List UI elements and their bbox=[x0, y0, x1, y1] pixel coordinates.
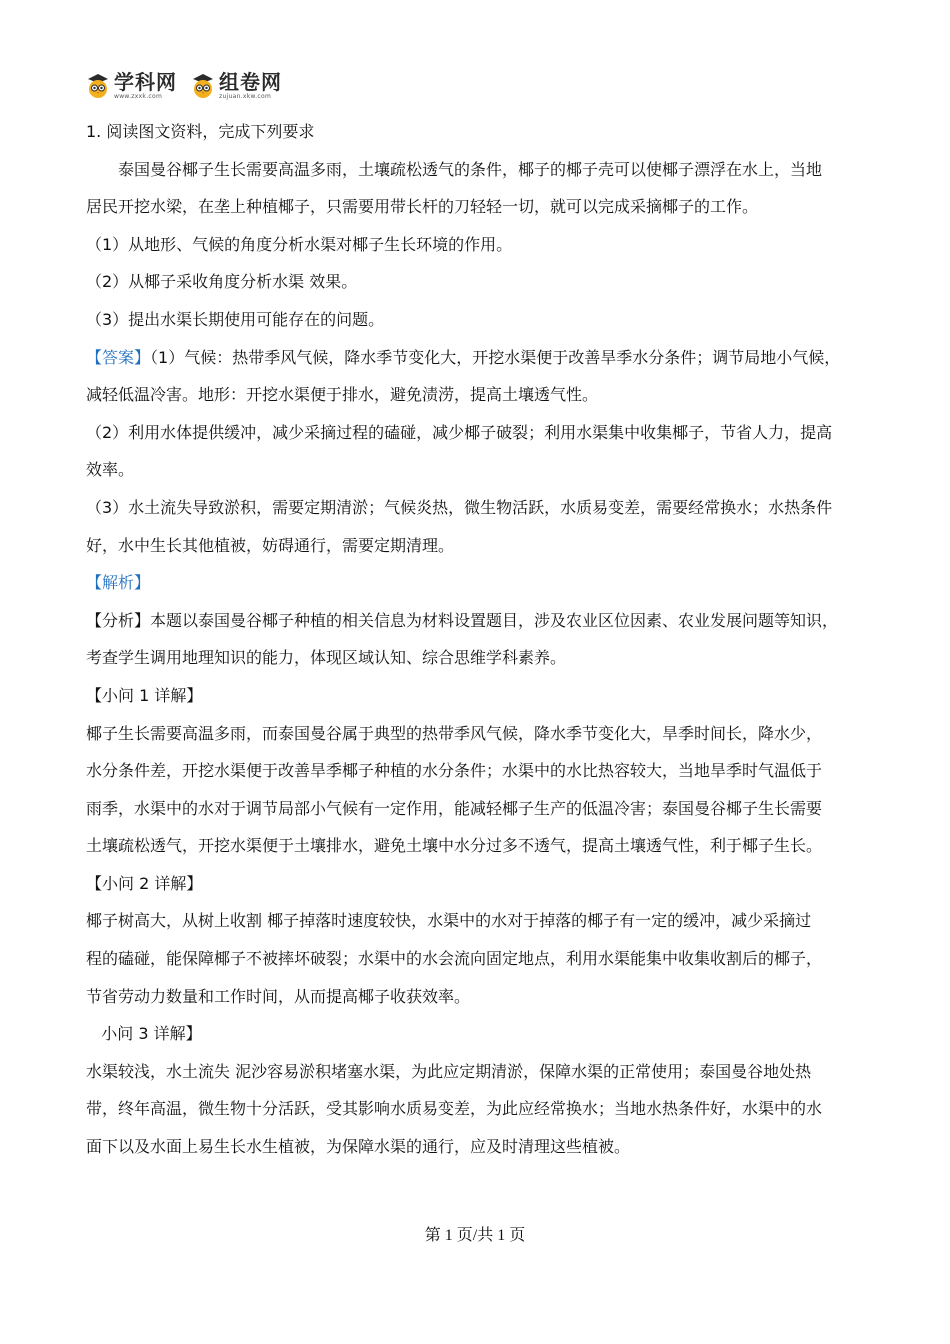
answer-3-line: 好，水中生长其他植被，妨碍通行，需要定期清理。 bbox=[86, 535, 455, 555]
subquestion-2-heading: 【小问 2 详解】 bbox=[86, 873, 203, 893]
material-line: 泰国曼谷椰子生长需要高温多雨，土壤疏松透气的条件，椰子的椰子壳可以使椰子漂浮在水上，当地 bbox=[118, 159, 823, 179]
analysis-tag: 【解析】 bbox=[86, 573, 151, 593]
logo1-url: www.zxxk.com bbox=[114, 93, 163, 100]
question-3: （3）提出水渠长期使用可能存在的问题。 bbox=[86, 309, 385, 329]
subquestion-3-line: 水渠较浅，水土流失 泥沙容易淤积堵塞水渠，为此应定期清淤，保障水渠的正常使用；泰国曼谷地处热 bbox=[86, 1061, 812, 1081]
logo-zujuanwang bbox=[191, 72, 282, 100]
owl-logo-icon bbox=[191, 73, 215, 99]
subquestion-1-line: 水分条件差，开挖水渠便于改善旱季椰子种植的水分条件；水渠中的水比热容较大，当地旱季时气温低于 bbox=[86, 761, 823, 781]
logo-xuekewang bbox=[86, 72, 177, 100]
document-body bbox=[86, 113, 876, 1166]
answer-tag: 【答案】 bbox=[86, 347, 151, 367]
subquestion-1-line: 椰子生长需要高温多雨，而泰国曼谷属于典型的热带季风气候，降水季节变化大，旱季时间长，降水少， bbox=[86, 723, 823, 743]
subquestion-2-line: 椰子树高大，从树上收割 椰子掉落时速度较快，水渠中的水对于掉落的椰子有一定的缓冲，减少采摘过 bbox=[86, 911, 812, 931]
answer-2-line: （2）利用水体提供缓冲，减少采摘过程的磕碰，减少椰子破裂；利用水渠集中收集椰子，节省人力，提高 bbox=[86, 422, 833, 442]
subquestion-2-line: 程的磕碰，能保障椰子不被摔坏破裂；水渠中的水会流向固定地点，利用水渠能集中收集收割后的椰子， bbox=[86, 949, 823, 969]
analysis-intro-line: 考查学生调用地理知识的能力，体现区域认知、综合思维学科素养。 bbox=[86, 648, 567, 668]
logo1-name: 学科网 bbox=[114, 70, 177, 94]
question-2: （2）从椰子采收角度分析水渠 效果。 bbox=[86, 272, 358, 292]
subquestion-1-line: 雨季，水渠中的水对于调节局部小气候有一定作用，能减轻椰子生产的低温冷害；泰国曼谷椰子生长需要 bbox=[86, 798, 823, 818]
logo2-name: 组卷网 bbox=[219, 70, 282, 94]
question-1: （1）从地形、气候的角度分析水渠对椰子生长环境的作用。 bbox=[86, 234, 513, 254]
subquestion-1-heading: 【小问 1 详解】 bbox=[86, 685, 203, 705]
subquestion-3-heading: 小问 3 详解】 bbox=[86, 1024, 202, 1044]
header-logos bbox=[86, 66, 282, 106]
answer-1-rest: 减轻低温冷害。地形：开挖水渠便于排水，避免渍涝，提高土壤透气性。 bbox=[86, 385, 599, 405]
subquestion-3-line: 面下以及水面上易生长水生植被，为保障水渠的通行，应及时清理这些植被。 bbox=[86, 1137, 631, 1157]
owl-logo-icon bbox=[86, 73, 110, 99]
subquestion-3-line: 带，终年高温，微生物十分活跃，受其影响水质易变差，为此应经常换水；当地水热条件好，水渠中的水 bbox=[86, 1099, 823, 1119]
subquestion-2-line: 节省劳动力数量和工作时间，从而提高椰子收获效率。 bbox=[86, 986, 471, 1006]
material-line: 居民开挖水梁，在垄上种植椰子，只需要用带长杆的刀轻轻一切，就可以完成采摘椰子的工作。 bbox=[86, 197, 759, 217]
subquestion-1-line: 土壤疏松透气，开挖水渠便于土壤排水，避免土壤中水分过多不透气，提高土壤透气性，利于椰子生长。 bbox=[86, 836, 823, 856]
answer-line bbox=[86, 339, 876, 377]
logo2-url: zujuan.xkw.com bbox=[219, 93, 272, 100]
answer-2-line: 效率。 bbox=[86, 460, 135, 480]
question-title: 1. 阅读图文资料，完成下列要求 bbox=[86, 122, 315, 141]
analysis-intro-line: 【分析】本题以泰国曼谷椰子种植的相关信息为材料设置题目，涉及农业区位因素、农业发展问题等知识， bbox=[86, 610, 839, 630]
answer-3-line: （3）水土流失导致淤积，需要定期清淤；气候炎热，微生物活跃，水质易变差，需要经常换水；水热条件 bbox=[86, 497, 833, 517]
page-number: 第 1 页/共 1 页 bbox=[424, 1227, 526, 1244]
answer-1-first: （1）气候：热带季风气候，降水季节变化大，开挖水渠便于改善旱季水分条件；调节局地小气候， bbox=[150, 347, 841, 367]
